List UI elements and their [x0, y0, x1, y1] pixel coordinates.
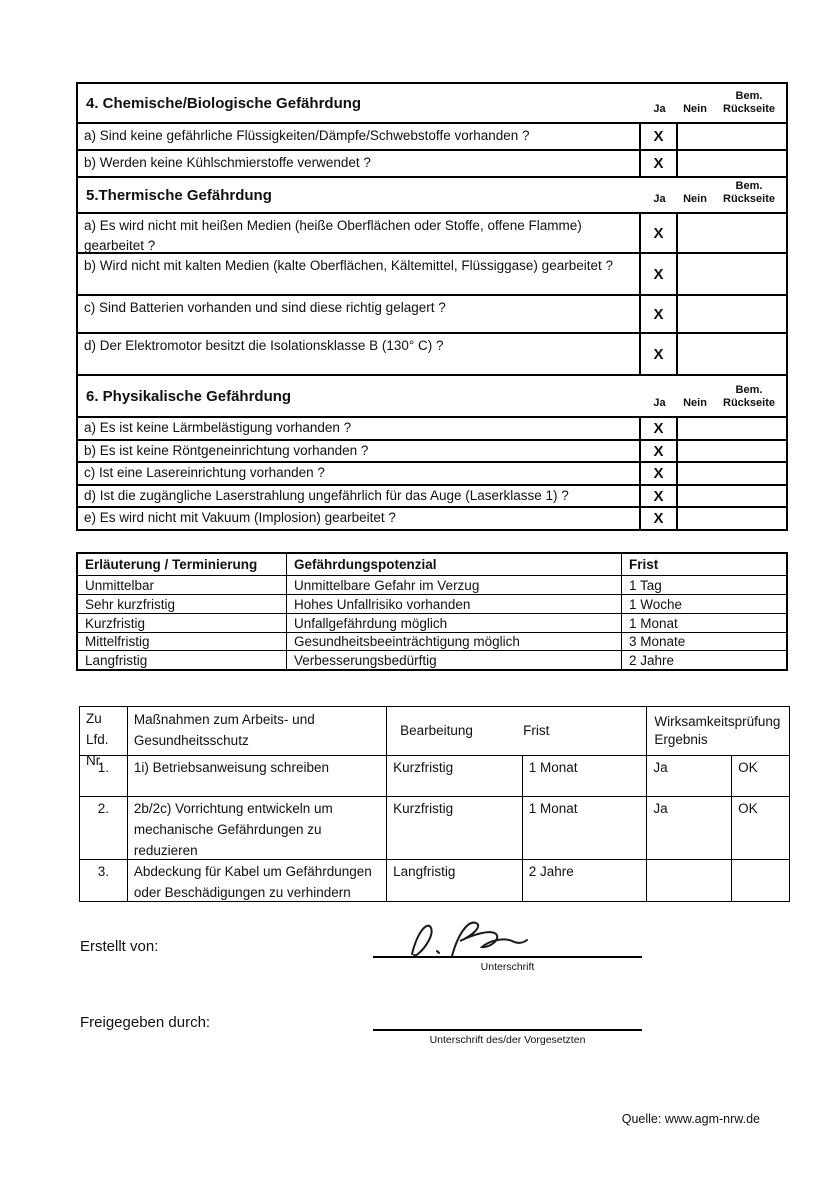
measure-row — [80, 796, 789, 859]
legend-header-terminierung: Erläuterung / Terminierung — [78, 554, 287, 575]
signature-image — [406, 916, 531, 960]
section-5-title: 5.Thermische Gefährdung — [86, 186, 272, 204]
nein-column-header: Nein — [683, 193, 707, 206]
legend-frist: 1 Monat — [629, 615, 678, 631]
measure-frist: 1 Monat — [523, 797, 648, 859]
created-by-label: Erstellt von: — [80, 938, 159, 955]
measure-wirksamkeit: Ja — [647, 756, 732, 796]
nein-column-header: Nein — [683, 397, 707, 410]
nein-bem-cell — [678, 124, 786, 149]
ja-column-header: Ja — [653, 193, 666, 206]
question-row — [78, 484, 786, 506]
question-text: d) Ist die zugängliche Laserstrahlung ungefährlich für das Auge (Laserklasse 1) ? — [78, 486, 641, 506]
measure-text: 2b/2c) Vorrichtung entwickeln um mechanische Gefährdungen zu reduzieren — [128, 797, 387, 859]
section-5-header — [78, 176, 786, 212]
nein-bem-cell — [678, 296, 786, 332]
measure-nr: 3. — [80, 860, 128, 901]
legend-row — [78, 575, 786, 594]
question-text: d) Der Elektromotor besitzt die Isolationsklasse B (130° C) ? — [78, 334, 641, 374]
question-text: c) Ist eine Lasereinrichtung vorhanden ? — [78, 463, 641, 484]
legend-term: Langfristig — [78, 651, 287, 669]
signature-line — [373, 956, 642, 958]
ja-mark-cell: X — [641, 214, 678, 252]
legend-potential: Verbesserungsbedürftig — [287, 651, 622, 669]
ja-column-header: Ja — [653, 397, 666, 410]
measure-wirksamkeit: Ja — [647, 797, 732, 859]
legend-header-row — [78, 554, 786, 575]
bem-line: Bem. — [735, 383, 763, 396]
ja-mark-cell: X — [641, 151, 678, 176]
section-4-header — [78, 84, 786, 122]
measure-wirksamkeit — [647, 860, 732, 901]
measures-header-bearbeitung-frist — [387, 707, 647, 755]
legend-term: Kurzfristig — [78, 614, 287, 632]
rueckseite-line: Rückseite — [723, 193, 775, 206]
legend-frist: 3 Monate — [629, 634, 686, 649]
legend-potential: Gesundheitsbeeinträchtigung möglich — [287, 633, 622, 650]
question-text: b) Wird nicht mit kalten Medien (kalte Oberflächen, Kältemittel, Flüssiggase) gearbeitet ? — [78, 254, 641, 294]
rueckseite-line: Rückseite — [723, 397, 775, 410]
measures-header-frist: Frist — [523, 722, 550, 738]
legend-row — [78, 632, 786, 650]
wirksamkeit-line: Wirksamkeitsprüfung — [654, 714, 781, 730]
ja-mark-cell: X — [641, 508, 678, 529]
question-row — [78, 252, 786, 294]
measures-header-bearbeitung: Bearbeitung — [400, 722, 473, 738]
nein-column-header: Nein — [683, 103, 707, 116]
measure-frist: 2 Jahre — [523, 860, 648, 901]
measure-bearbeitung: Kurzfristig — [387, 797, 523, 859]
question-text: b) Werden keine Kühlschmierstoffe verwendet ? — [78, 151, 641, 176]
legend-row — [78, 613, 786, 632]
legend-potential: Unfallgefährdung möglich — [287, 614, 622, 632]
ja-mark-cell: X — [641, 441, 678, 461]
measures-header-wirksamkeit — [647, 707, 789, 755]
legend-term: Mittelfristig — [78, 633, 287, 650]
nein-bem-cell — [678, 463, 786, 484]
section-6-title: 6. Physikalische Gefährdung — [86, 387, 292, 405]
measures-header-massnahmen: Maßnahmen zum Arbeits- und Gesundheitsschutz — [128, 707, 387, 755]
nein-bem-cell — [678, 441, 786, 461]
nein-bem-cell — [678, 418, 786, 439]
nein-bem-cell — [678, 508, 786, 529]
supervisor-signature-line — [373, 1029, 642, 1031]
question-row — [78, 122, 786, 149]
legend-frist: 2 Jahre — [629, 652, 675, 668]
question-row — [78, 212, 786, 252]
question-text: a) Es wird nicht mit heißen Medien (heiße Oberflächen oder Stoffe, offene Flamme) gearbeitet ? — [78, 214, 641, 252]
measures-header-nr: Zu Lfd. Nr. — [80, 707, 128, 755]
ja-mark-cell: X — [641, 486, 678, 506]
legend-potential: Hohes Unfallrisiko vorhanden — [287, 595, 622, 613]
ja-mark-cell: X — [641, 418, 678, 439]
section-4-title: 4. Chemische/Biologische Gefährdung — [86, 94, 362, 112]
supervisor-signature-caption: Unterschrift des/der Vorgesetzten — [429, 1034, 586, 1046]
measure-text: Abdeckung für Kabel um Gefährdungen oder Beschädigungen zu verhindern — [128, 860, 387, 901]
legend-frist: 1 Tag — [629, 577, 662, 593]
legend-term: Sehr kurzfristig — [78, 595, 287, 613]
bem-rueckseite-column-header — [712, 384, 786, 412]
nein-bem-cell — [678, 151, 786, 176]
legend-header-frist: Frist — [629, 557, 659, 572]
legend-frist: 1 Woche — [629, 596, 683, 612]
question-text: b) Es ist keine Röntgeneinrichtung vorhanden ? — [78, 441, 641, 461]
ja-mark-cell: X — [641, 334, 678, 374]
question-text: e) Es wird nicht mit Vakuum (Implosion) gearbeitet ? — [78, 508, 641, 529]
measure-text: 1i) Betriebsanweisung schreiben — [128, 756, 387, 796]
section-4-column-headers — [641, 84, 786, 122]
bem-rueckseite-column-header — [712, 180, 786, 208]
measure-ergebnis: OK — [738, 801, 758, 816]
measures-table — [79, 706, 790, 902]
hazard-checklist-table — [76, 82, 788, 531]
question-text: a) Sind keine gefährliche Flüssigkeiten/Dämpfe/Schwebstoffe vorhanden ? — [78, 124, 641, 149]
question-text: c) Sind Batterien vorhanden und sind diese richtig gelagert ? — [78, 296, 641, 332]
measure-nr: 2. — [80, 797, 128, 859]
question-row — [78, 461, 786, 484]
measure-ergebnis: OK — [738, 760, 758, 775]
legend-term: Unmittelbar — [78, 576, 287, 594]
question-row — [78, 506, 786, 529]
ja-mark-cell: X — [641, 254, 678, 294]
measure-row — [80, 859, 789, 901]
section-6-header — [78, 374, 786, 416]
legend-row — [78, 650, 786, 669]
measure-frist: 1 Monat — [523, 756, 648, 796]
legend-header-potenzial: Gefährdungspotenzial — [287, 554, 622, 575]
ja-column-header: Ja — [653, 103, 666, 116]
measure-row — [80, 755, 789, 796]
ja-mark-cell: X — [641, 296, 678, 332]
nein-bem-cell — [678, 254, 786, 294]
question-row — [78, 439, 786, 461]
bem-line: Bem. — [735, 179, 763, 192]
legend-potential: Unmittelbare Gefahr im Verzug — [287, 576, 622, 594]
nein-bem-cell — [678, 486, 786, 506]
deadline-legend-table — [76, 552, 788, 671]
rueckseite-line: Rückseite — [723, 103, 775, 116]
nein-bem-cell — [678, 214, 786, 252]
signature-caption: Unterschrift — [480, 961, 535, 973]
bem-rueckseite-column-header — [712, 90, 786, 118]
source-reference: Quelle: www.agm-nrw.de — [621, 1112, 760, 1126]
question-row — [78, 294, 786, 332]
measure-bearbeitung: Kurzfristig — [387, 756, 523, 796]
question-row — [78, 149, 786, 176]
measure-bearbeitung: Langfristig — [387, 860, 523, 901]
bem-line: Bem. — [735, 89, 763, 102]
ja-mark-cell: X — [641, 124, 678, 149]
section-5-column-headers — [641, 178, 786, 212]
legend-row — [78, 594, 786, 613]
section-6-column-headers — [641, 376, 786, 416]
measure-nr: 1. — [80, 756, 128, 796]
ergebnis-line: Ergebnis — [654, 732, 708, 747]
measure-ergebnis — [732, 860, 789, 901]
ja-mark-cell: X — [641, 463, 678, 484]
nein-bem-cell — [678, 334, 786, 374]
approved-by-label: Freigegeben durch: — [80, 1014, 211, 1031]
question-row — [78, 332, 786, 374]
question-row — [78, 416, 786, 439]
question-text: a) Es ist keine Lärmbelästigung vorhanden ? — [78, 418, 641, 439]
